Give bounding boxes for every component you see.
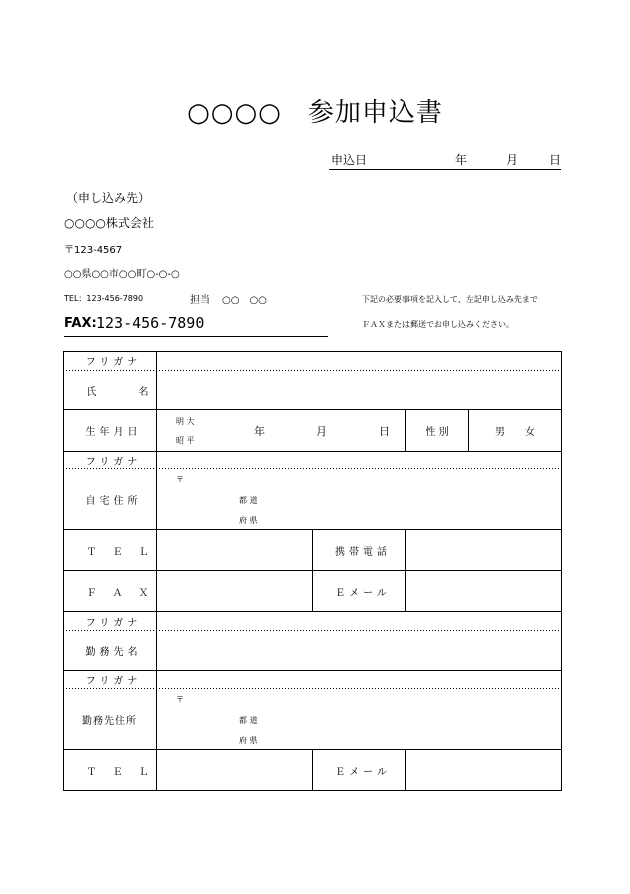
furigana-label-home: フリガナ (85, 456, 142, 468)
work-address-label: 勤務先住所 (82, 715, 137, 727)
recipient-contact-name: ○○ ○○ (222, 295, 267, 306)
title-circles: ○○○○ (187, 98, 282, 128)
furigana-label-workplace: フリガナ (85, 617, 142, 629)
furigana-label-work-address: フリガナ (85, 676, 142, 687)
home-tel-input[interactable] (157, 530, 312, 570)
furigana-home-input[interactable] (157, 452, 561, 468)
work-email-input[interactable] (406, 750, 561, 791)
furigana-label-name: フリガナ (85, 357, 142, 368)
fax-field-label: ＦＡＸ (86, 587, 165, 599)
recipient-contact-label: 担当 (190, 295, 210, 306)
fax-label: FAX: (64, 316, 97, 331)
work-address-input[interactable] (157, 689, 561, 749)
instruction-line-1: 下記の必要事項を記入して、左記申し込み先まで (362, 295, 538, 304)
email-label: Ｅメール (335, 587, 391, 599)
name-input[interactable] (157, 371, 561, 409)
recipient-postal: 〒123-4567 (64, 245, 123, 256)
home-pref-line2: 府 県 (239, 516, 258, 525)
workplace-label: 勤務先名 (85, 647, 142, 658)
instruction-line-2: ＦＡＸまたは郵送でお申し込みください。 (362, 320, 514, 329)
fax-input[interactable] (157, 571, 312, 611)
home-tel-label: ＴＥＬ (86, 546, 165, 558)
home-address-label: 自宅住所 (85, 495, 142, 507)
furigana-workplace-input[interactable] (157, 612, 561, 630)
work-pref-line1: 都 道 (239, 716, 258, 725)
era-showa-heisei[interactable]: 昭 平 (176, 436, 195, 445)
work-tel-label: ＴＥＬ (86, 767, 165, 778)
title-text: 参加申込書 (307, 98, 443, 128)
recipient-heading: （申し込み先） (66, 191, 151, 205)
recipient-fax (64, 314, 328, 337)
date-year-label: 年 (455, 153, 468, 167)
application-form-table (63, 351, 562, 791)
birth-year-label: 年 (254, 425, 265, 438)
mobile-input[interactable] (406, 530, 561, 570)
fax-number: 123-456-7890 (96, 314, 205, 332)
gender-label: 性 別 (425, 427, 449, 438)
mobile-label: 携帯電話 (335, 546, 391, 558)
date-month-label: 月 (506, 153, 519, 167)
application-date-field[interactable] (329, 149, 561, 170)
work-email-label: Ｅメール (335, 767, 391, 778)
date-day-label: 日 (549, 153, 562, 167)
birthdate-label: 生年月日 (85, 427, 142, 438)
furigana-work-address-input[interactable] (157, 671, 561, 688)
page-title (0, 92, 630, 129)
recipient-tel: TEL：123-456-7890 (64, 294, 144, 303)
birth-month-label: 月 (316, 425, 327, 438)
gender-options[interactable]: 男 女 (495, 427, 535, 438)
home-address-input[interactable] (157, 469, 561, 529)
birth-day-label: 日 (379, 425, 390, 438)
recipient-address: ○○県○○市○○町○-○-○ (64, 269, 180, 280)
workplace-input[interactable] (157, 631, 561, 670)
home-pref-line1: 都 道 (239, 496, 258, 505)
work-pref-line2: 府 県 (239, 736, 258, 745)
date-label: 申込日 (331, 153, 368, 167)
era-meiji-taisho[interactable]: 明 大 (176, 417, 195, 426)
recipient-company: ○○○○株式会社 (64, 216, 154, 230)
work-tel-input[interactable] (157, 750, 312, 791)
email-input[interactable] (406, 571, 561, 611)
name-label: 氏 名 (86, 386, 165, 398)
furigana-name-input[interactable] (157, 351, 561, 370)
work-postal-mark: 〒 (176, 695, 184, 704)
home-postal-mark: 〒 (176, 475, 184, 484)
